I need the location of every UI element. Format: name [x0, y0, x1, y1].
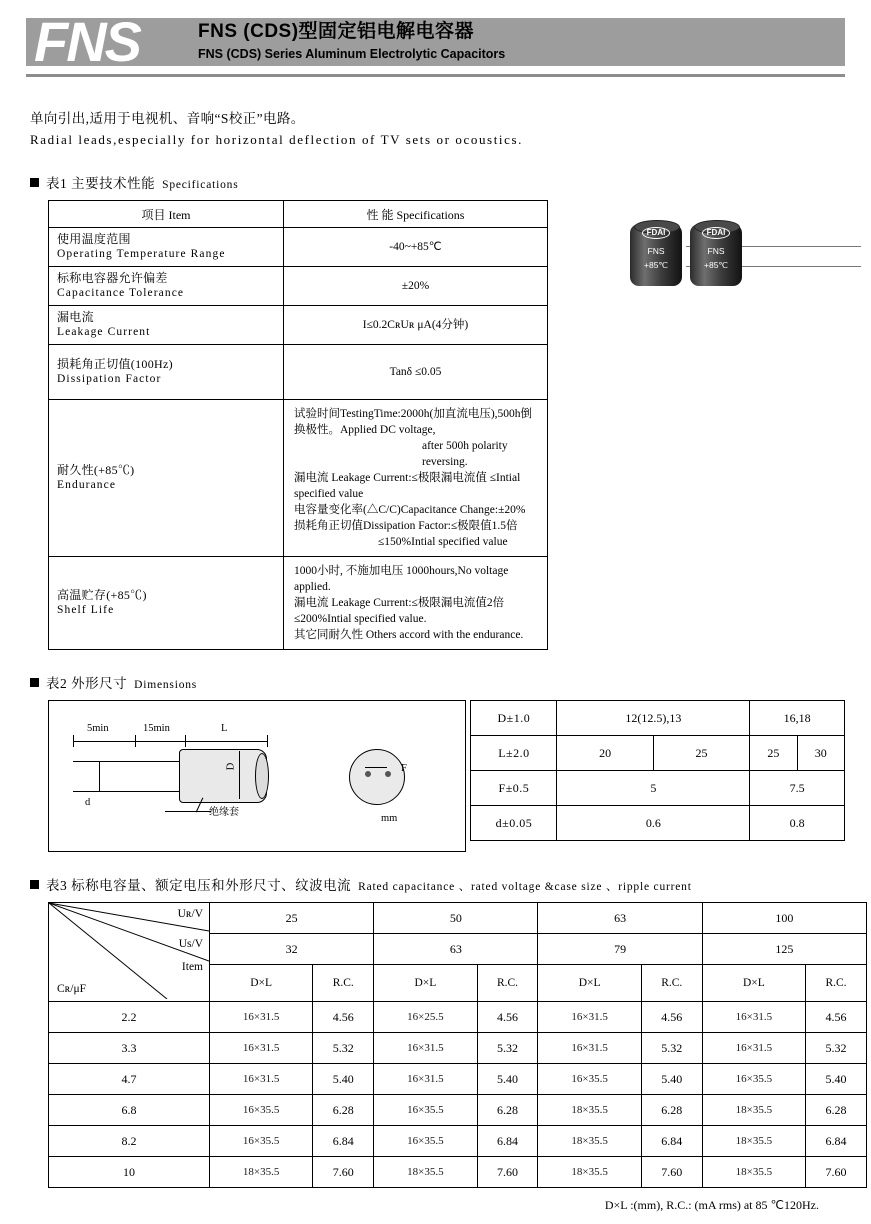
end-view-F-line — [365, 767, 387, 768]
capacitor-cap-end — [255, 753, 269, 799]
rc-cell: 4.56 — [806, 1002, 867, 1033]
t1-label-en: Dissipation Factor — [57, 373, 162, 385]
shelf-line2: 漏电流 Leakage Current:≤极限漏电流值2倍 ≤200%Intial specified value. — [294, 597, 505, 625]
dim-cell: 25 — [653, 736, 749, 771]
rc-cell: 6.28 — [313, 1095, 374, 1126]
t1-label-en: Operating Temperature Range — [57, 248, 226, 260]
table-row — [49, 1064, 867, 1095]
page-title-cn: FNS (CDS)型固定铝电解电容器 — [198, 21, 475, 42]
us-value-cell: 79 — [538, 934, 702, 965]
brand-oval-2: FDAI — [702, 227, 731, 239]
dim-cell: 0.6 — [557, 806, 750, 841]
ur-value-cell: 25 — [210, 903, 374, 934]
table-row — [49, 228, 548, 267]
cr-cell: 3.3 — [49, 1033, 210, 1064]
table-row — [49, 201, 548, 228]
dim-line-D — [239, 751, 240, 799]
table1-heading — [30, 172, 845, 192]
dxl-cell: 16×35.5 — [702, 1064, 805, 1095]
table-row — [49, 903, 867, 934]
endurance-line6: ≤150%Intial specified value — [378, 536, 508, 548]
ratings-table — [48, 902, 867, 1188]
endurance-line1: 试验时间TestingTime:2000h(加直流电压),500h倒换极性。Applied DC voltage, — [294, 408, 533, 436]
end-view-lead-dot-2 — [385, 771, 391, 777]
dimensions-table — [470, 700, 845, 841]
subheader-cell: D×L — [538, 965, 641, 1002]
corner-label-ur: Uʀ/V — [177, 908, 203, 920]
table-row — [49, 267, 548, 306]
capacitor-temp-2: +85℃ — [704, 260, 728, 270]
table1-heading-en: Specifications — [162, 179, 239, 191]
capacitor-brand-2 — [690, 227, 742, 239]
t1-label-cell — [49, 228, 284, 267]
intro-cn: 单向引出,适用于电视机、音响“S校正”电路。 — [30, 111, 305, 126]
dxl-cell: 16×31.5 — [374, 1064, 477, 1095]
dim-line-d — [99, 761, 100, 791]
dim-cell: 16,18 — [750, 701, 845, 736]
dim-label-d: d — [85, 797, 91, 808]
t1-label-cn: 漏电流 — [57, 310, 94, 324]
subheader-cell: R.C. — [477, 965, 538, 1002]
t1-label-cn: 使用温度范围 — [57, 232, 131, 246]
dimension-drawing — [48, 700, 466, 852]
cr-cell: 8.2 — [49, 1126, 210, 1157]
capacitor-outline — [179, 749, 267, 803]
table3-heading-cn: 表3 标称电容量、额定电压和外形尺寸、纹波电流 — [46, 878, 352, 893]
dxl-cell: 16×31.5 — [210, 1002, 313, 1033]
table3-heading — [30, 874, 845, 894]
table-row — [49, 306, 548, 345]
sleeve-leader — [165, 811, 211, 812]
endurance-line4: 电容量变化率(△C/C)Capacitance Change:±20% — [294, 504, 526, 516]
rc-cell: 6.84 — [806, 1126, 867, 1157]
table-row — [49, 557, 548, 650]
t1-label-en: Endurance — [57, 479, 117, 491]
cr-cell: 2.2 — [49, 1002, 210, 1033]
dxl-cell: 16×31.5 — [538, 1033, 641, 1064]
dim-row-label: F±0.5 — [471, 771, 557, 806]
dxl-cell: 16×31.5 — [702, 1002, 805, 1033]
capacitor-series-1: FNS — [647, 246, 665, 256]
dxl-cell: 16×25.5 — [374, 1002, 477, 1033]
table-row — [471, 701, 845, 736]
bullet-square-icon — [30, 678, 39, 687]
t1-label-en: Capacitance Tolerance — [57, 287, 185, 299]
subheader-cell: R.C. — [806, 965, 867, 1002]
header-divider — [26, 74, 845, 77]
dim-row-label: d±0.05 — [471, 806, 557, 841]
dim-cell: 30 — [797, 736, 844, 771]
dxl-cell: 16×35.5 — [374, 1126, 477, 1157]
table3-heading-en: Rated capacitance 、rated voltage &case size 、ripple current — [358, 881, 692, 893]
t1-label-cell — [49, 267, 284, 306]
table-row — [49, 400, 548, 557]
cr-cell: 4.7 — [49, 1064, 210, 1095]
corner-label-us: Us/V — [178, 938, 203, 950]
dim-line-L — [185, 741, 267, 742]
endurance-line3: 漏电流 Leakage Current:≤极限漏电流值 ≤Intial specified value — [294, 472, 521, 500]
dim-row-label: L±2.0 — [471, 736, 557, 771]
intro-block — [30, 108, 845, 150]
t1-label-en: Leakage Current — [57, 326, 151, 338]
dim-cell: 0.8 — [750, 806, 845, 841]
table-row — [49, 1126, 867, 1157]
dim-line-15min — [135, 741, 185, 742]
capacitor-series-2: FNS — [707, 246, 725, 256]
dxl-cell: 16×31.5 — [702, 1033, 805, 1064]
rc-cell: 6.84 — [313, 1126, 374, 1157]
rc-cell: 6.28 — [477, 1095, 538, 1126]
shelf-line3: 其它同耐久性 Others accord with the endurance. — [294, 629, 524, 641]
dxl-cell: 18×35.5 — [538, 1095, 641, 1126]
dxl-cell: 18×35.5 — [702, 1095, 805, 1126]
dxl-cell: 18×35.5 — [538, 1157, 641, 1188]
lead-line-upper — [73, 761, 185, 762]
dxl-cell: 16×31.5 — [538, 1002, 641, 1033]
rc-cell: 5.40 — [641, 1064, 702, 1095]
subheader-cell: R.C. — [313, 965, 374, 1002]
dxl-cell: 18×35.5 — [702, 1157, 805, 1188]
dim-cell: 7.5 — [750, 771, 845, 806]
header-titles — [198, 20, 505, 63]
endurance-line5: 损耗角正切值Dissipation Factor:≤极限值1.5倍 — [294, 520, 518, 532]
t1-endurance-cell — [284, 400, 548, 557]
subheader-cell: D×L — [210, 965, 313, 1002]
dxl-cell: 18×35.5 — [702, 1126, 805, 1157]
sleeve-label: 绝缘套 — [209, 807, 239, 818]
t1-value-cell: I≤0.2CʀUʀ μA(4分钟) — [284, 306, 548, 345]
dxl-cell: 16×31.5 — [210, 1033, 313, 1064]
t1-label-cn: 损耗角正切值(100Hz) — [57, 357, 173, 371]
dxl-cell: 16×31.5 — [374, 1033, 477, 1064]
rc-cell: 5.32 — [313, 1033, 374, 1064]
lead-line-lower — [73, 791, 185, 792]
subheader-cell: D×L — [702, 965, 805, 1002]
dim-label-F: F — [401, 763, 407, 774]
corner-label-cr: Cʀ/μF — [57, 983, 87, 995]
page-title-en: FNS (CDS) Series Aluminum Electrolytic Capacitors — [198, 47, 506, 61]
rc-cell: 5.40 — [806, 1064, 867, 1095]
t1-label-cell — [49, 557, 284, 650]
t1-label-en: Shelf Life — [57, 604, 115, 616]
shelf-line1: 1000小时, 不施加电压 1000hours,No voltage applied. — [294, 565, 509, 593]
dxl-cell: 16×35.5 — [210, 1095, 313, 1126]
page-header — [26, 10, 845, 84]
rc-cell: 7.60 — [477, 1157, 538, 1188]
rc-cell: 5.40 — [477, 1064, 538, 1095]
dxl-cell: 16×35.5 — [538, 1064, 641, 1095]
rc-cell: 6.28 — [641, 1095, 702, 1126]
ratings-corner-cell — [49, 903, 210, 1002]
dim-tick-d — [267, 735, 268, 747]
dxl-cell: 18×35.5 — [210, 1157, 313, 1188]
dim-cell: 5 — [557, 771, 750, 806]
capacitor-photo — [568, 210, 868, 320]
dxl-cell: 18×35.5 — [374, 1157, 477, 1188]
corner-diagonals — [49, 903, 209, 1001]
table2-row — [48, 700, 845, 852]
dim-label-D: D — [225, 762, 237, 771]
rc-cell: 6.84 — [477, 1126, 538, 1157]
rc-cell: 6.28 — [806, 1095, 867, 1126]
dxl-cell: 16×35.5 — [210, 1126, 313, 1157]
endurance-line2: after 500h polarity reversing. — [422, 440, 508, 468]
t1-label-cell — [49, 400, 284, 557]
table-row — [49, 345, 548, 400]
dxl-cell: 18×35.5 — [538, 1126, 641, 1157]
table1-wrap — [48, 200, 845, 650]
table-row — [49, 1033, 867, 1064]
rc-cell: 6.84 — [641, 1126, 702, 1157]
t1-value-cell: Tanδ ≤0.05 — [284, 345, 548, 400]
brand-logo: FNS — [34, 10, 140, 73]
cr-cell: 10 — [49, 1157, 210, 1188]
table1-heading-cn: 表1 主要技术性能 — [46, 176, 156, 191]
end-view-lead-dot-1 — [365, 771, 371, 777]
us-value-cell: 125 — [702, 934, 866, 965]
t1-label-cell — [49, 306, 284, 345]
t1-shelf-cell — [284, 557, 548, 650]
table-row — [471, 736, 845, 771]
t1-value-cell: ±20% — [284, 267, 548, 306]
unit-label: mm — [381, 813, 398, 824]
table2-heading — [30, 672, 845, 692]
table-row — [49, 1095, 867, 1126]
bullet-square-icon — [30, 880, 39, 889]
us-value-cell: 63 — [374, 934, 538, 965]
datasheet-page — [0, 10, 871, 1224]
rc-cell: 5.32 — [477, 1033, 538, 1064]
cr-cell: 6.8 — [49, 1095, 210, 1126]
subheader-cell: D×L — [374, 965, 477, 1002]
dim-cell: 25 — [750, 736, 797, 771]
table3-wrap — [48, 902, 845, 1188]
t1-col-spec: 性 能 Specifications — [284, 201, 548, 228]
bullet-square-icon — [30, 178, 39, 187]
corner-label-item: Item — [181, 961, 203, 973]
dim-label-15min: 15min — [143, 723, 170, 734]
dim-tick-a — [73, 735, 74, 747]
dxl-cell: 16×35.5 — [374, 1095, 477, 1126]
us-value-cell: 32 — [210, 934, 374, 965]
rc-cell: 5.40 — [313, 1064, 374, 1095]
capacitor-brand-1 — [630, 227, 682, 239]
rc-cell: 5.32 — [806, 1033, 867, 1064]
rc-cell: 4.56 — [313, 1002, 374, 1033]
table-row — [471, 771, 845, 806]
dim-label-L: L — [221, 723, 228, 734]
table-row — [49, 1002, 867, 1033]
rc-cell: 7.60 — [641, 1157, 702, 1188]
rc-cell: 5.32 — [641, 1033, 702, 1064]
rc-cell: 4.56 — [641, 1002, 702, 1033]
intro-en: Radial leads,especially for horizontal deflection of TV sets or ocoustics. — [30, 132, 524, 147]
ur-value-cell: 100 — [702, 903, 866, 934]
dim-line-5min — [73, 741, 135, 742]
rc-cell: 7.60 — [313, 1157, 374, 1188]
rc-cell: 7.60 — [806, 1157, 867, 1188]
end-view-circle — [349, 749, 405, 805]
dim-cell: 20 — [557, 736, 653, 771]
specifications-table — [48, 200, 548, 650]
dim-row-label: D±1.0 — [471, 701, 557, 736]
t1-label-cn: 耐久性(+85℃) — [57, 463, 135, 477]
table-row — [471, 806, 845, 841]
table2-heading-cn: 表2 外形尺寸 — [46, 676, 128, 691]
subheader-cell: R.C. — [641, 965, 702, 1002]
ur-value-cell: 50 — [374, 903, 538, 934]
capacitor-body-2 — [690, 224, 742, 286]
dim-label-5min: 5min — [87, 723, 109, 734]
dim-cell: 12(12.5),13 — [557, 701, 750, 736]
dxl-cell: 16×31.5 — [210, 1064, 313, 1095]
brand-oval-1: FDAI — [642, 227, 671, 239]
table2-heading-en: Dimensions — [134, 679, 198, 691]
ur-value-cell: 63 — [538, 903, 702, 934]
capacitor-temp-1: +85℃ — [644, 260, 668, 270]
table3-footnote: D×L :(mm), R.C.: (mA rms) at 85 ℃120Hz. — [604, 1198, 819, 1212]
t1-value-cell: -40~+85℃ — [284, 228, 548, 267]
t1-label-cn: 标称电容器允许偏差 — [57, 271, 168, 285]
capacitor-body-1 — [630, 224, 682, 286]
t1-col-item: 项目 Item — [49, 201, 284, 228]
table-row — [49, 1157, 867, 1188]
t1-label-cell — [49, 345, 284, 400]
rc-cell: 4.56 — [477, 1002, 538, 1033]
t1-label-cn: 高温贮存(+85℃) — [57, 588, 147, 602]
